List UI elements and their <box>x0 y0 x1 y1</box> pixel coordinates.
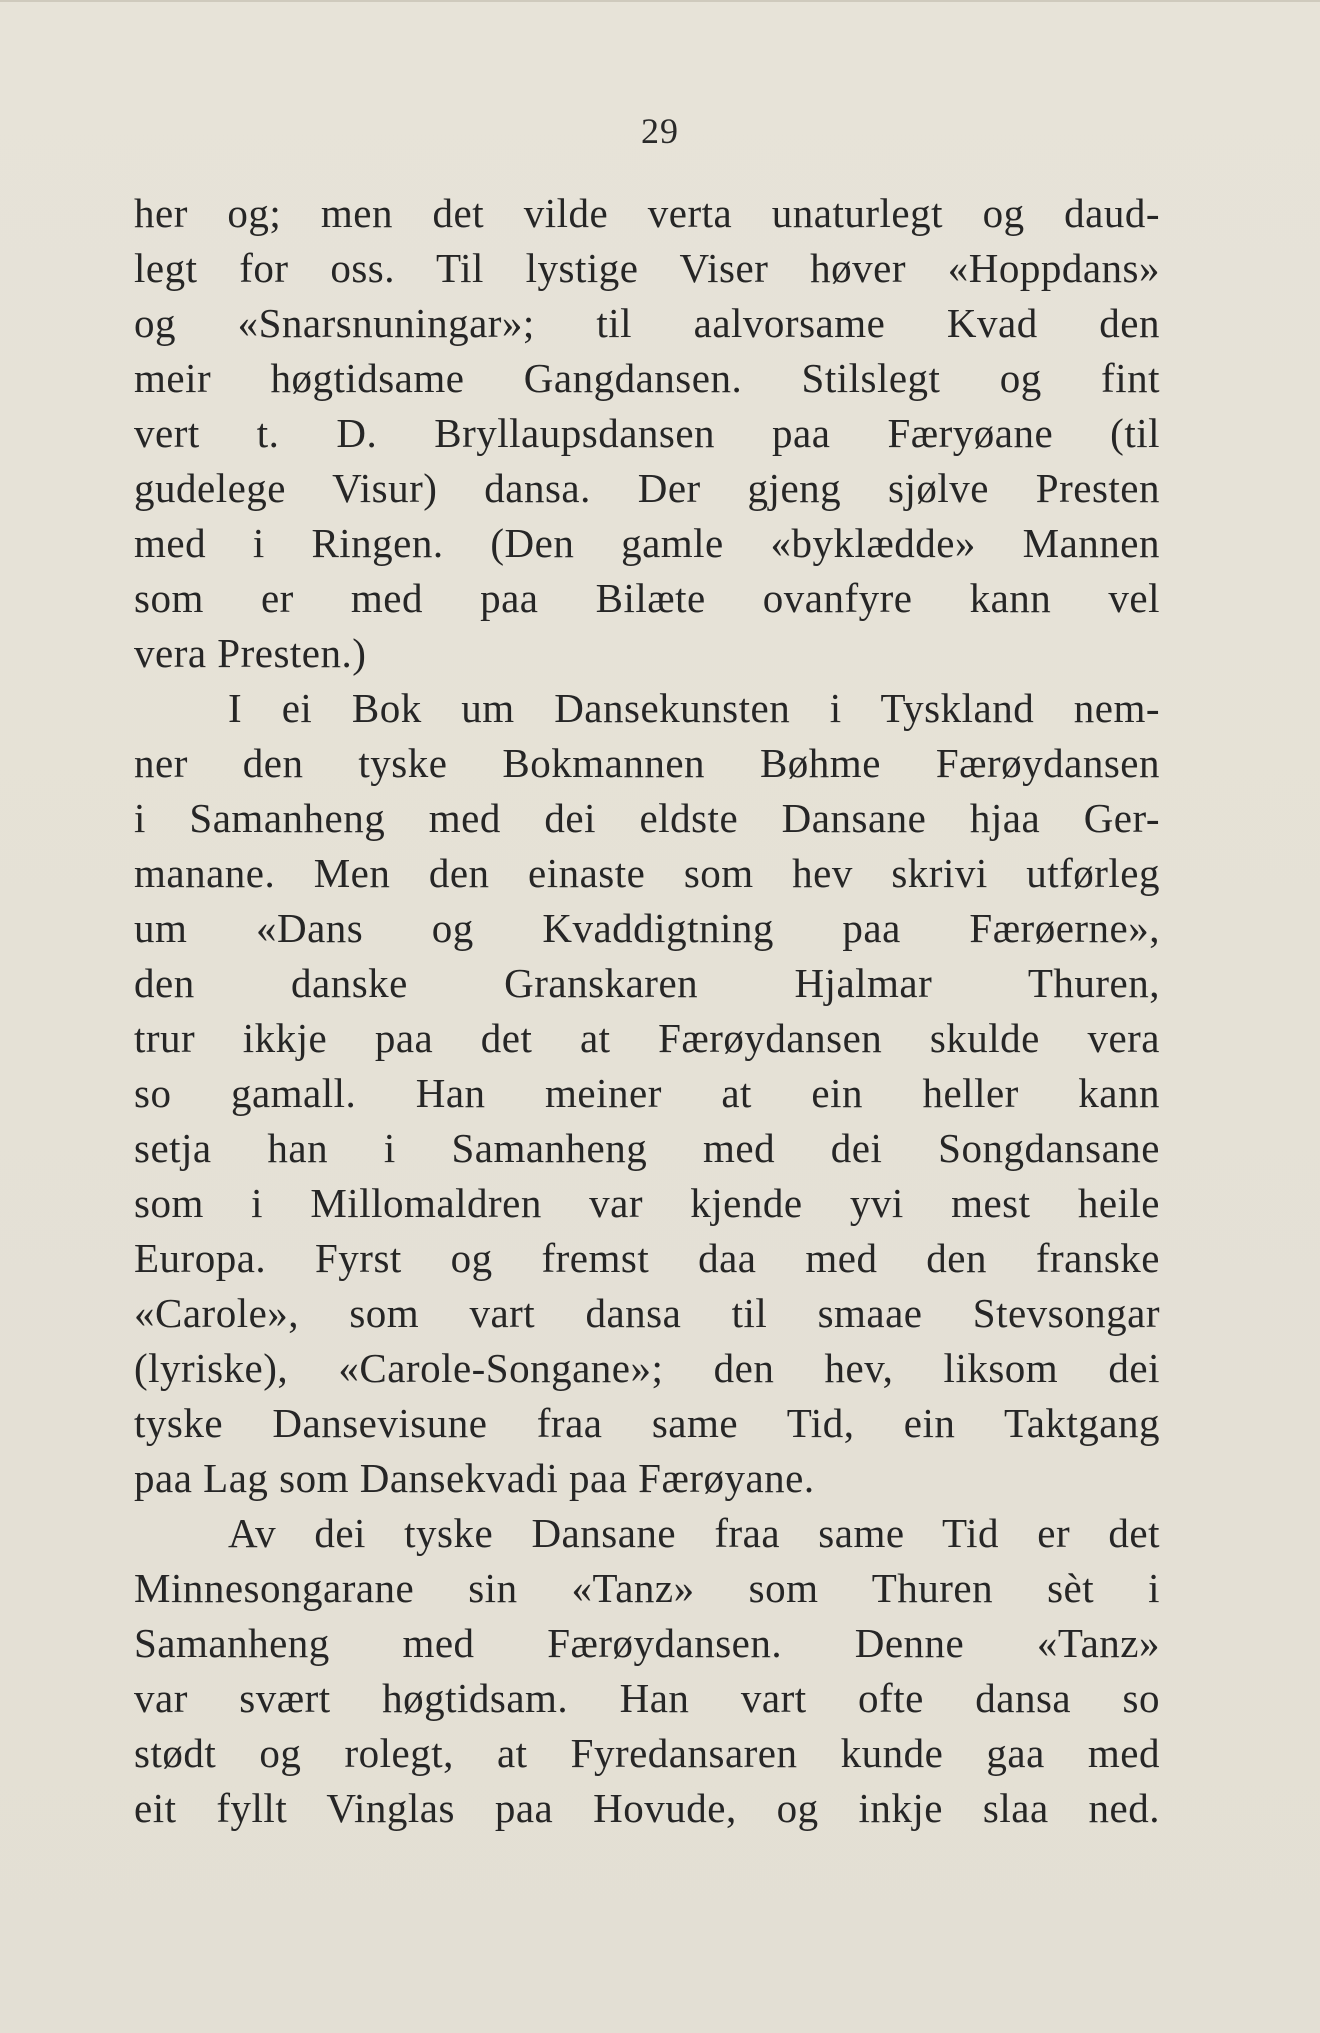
text-line: med i Ringen. (Den gamle «byklædde» Mannen <box>134 520 1160 566</box>
text-line: legt for oss. Til lystige Viser høver «Hoppdans» <box>134 245 1160 291</box>
text-line: paa Lag som Dansekvadi paa Færøyane. <box>134 1455 815 1501</box>
text-line: som er med paa Bilæte ovanfyre kann vel <box>134 575 1160 621</box>
text-line: og «Snarsnuningar»; til aalvorsame Kvad den <box>134 300 1160 346</box>
text-line: «Carole», som vart dansa til smaae Stevsongar <box>134 1290 1160 1336</box>
text-line: gudelege Visur) dansa. Der gjeng sjølve Presten <box>134 465 1160 511</box>
text-line: Samanheng med Færøydansen. Denne «Tanz» <box>134 1620 1160 1666</box>
text-line: vert t. D. Bryllaupsdansen paa Færyøane (til <box>134 410 1160 456</box>
text-line: vera Presten.) <box>134 630 367 676</box>
text-line: stødt og rolegt, at Fyredansaren kunde gaa med <box>134 1730 1160 1776</box>
text-line: Minnesongarane sin «Tanz» som Thuren sèt i <box>134 1565 1160 1611</box>
text-line: tyske Dansevisune fraa same Tid, ein Taktgang <box>134 1400 1160 1446</box>
text-line: manane. Men den einaste som hev skrivi utførleg <box>134 850 1160 896</box>
body-text <box>134 186 1160 1836</box>
text-line: meir høgtidsame Gangdansen. Stilslegt og fint <box>134 355 1160 401</box>
text-line: eit fyllt Vinglas paa Hovude, og inkje slaa ned. <box>134 1785 1160 1831</box>
text-line: den danske Granskaren Hjalmar Thuren, <box>134 960 1160 1006</box>
text-line: ner den tyske Bokmannen Bøhme Færøydansen <box>134 740 1160 786</box>
text-line: (lyriske), «Carole-Songane»; den hev, liksom dei <box>134 1345 1160 1391</box>
text-line: her og; men det vilde verta unaturlegt og daud- <box>134 190 1160 236</box>
text-line: um «Dans og Kvaddigtning paa Færøerne», <box>134 905 1160 951</box>
text-line: som i Millomaldren var kjende yvi mest heile <box>134 1180 1160 1226</box>
page-number: 29 <box>641 111 679 151</box>
text-line: setja han i Samanheng med dei Songdansane <box>134 1125 1160 1171</box>
text-line: i Samanheng med dei eldste Dansane hjaa Ger- <box>134 795 1160 841</box>
text-line: so gamall. Han meiner at ein heller kann <box>134 1070 1160 1116</box>
text-line: I ei Bok um Dansekunsten i Tyskland nem- <box>228 685 1160 731</box>
text-line: Europa. Fyrst og fremst daa med den franske <box>134 1235 1160 1281</box>
text-line: Av dei tyske Dansane fraa same Tid er det <box>228 1510 1160 1556</box>
text-line: trur ikkje paa det at Færøydansen skulde vera <box>134 1015 1160 1061</box>
text-line: var svært høgtidsam. Han vart ofte dansa so <box>134 1675 1160 1721</box>
